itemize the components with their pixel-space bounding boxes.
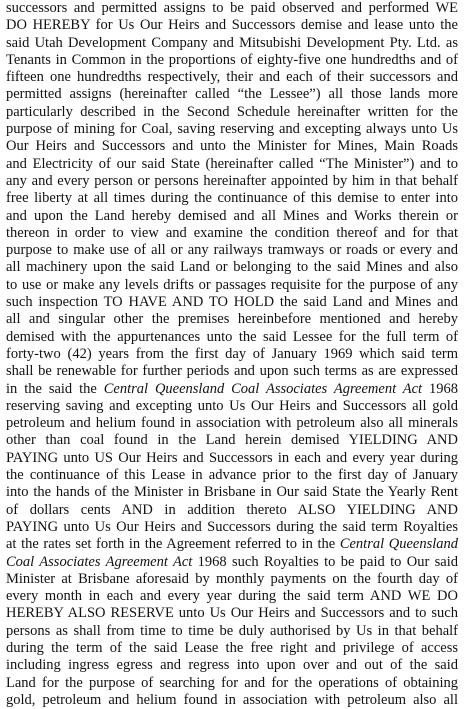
text-line [6, 121, 458, 138]
text-line [6, 588, 458, 605]
text-run: permitted assigns (hereinafter called “the Lessee”) all those lands more [6, 86, 458, 103]
text-run: gold, petroleum and helium found in association with petroleum also all [6, 691, 458, 708]
text-line [6, 52, 458, 69]
text-line [6, 0, 458, 17]
text-run: 1968 such Royalties to be paid to Our said [192, 553, 458, 570]
text-run: Tenants in Common in the proportions of eighty-five one hundredths and of [6, 51, 458, 68]
text-line [6, 571, 458, 588]
text-line [6, 173, 458, 190]
italic-act-title: Central Queensland [339, 536, 458, 553]
text-run: said Utah Development Company and Mitsubishi Development Pty. Ltd. as [6, 34, 458, 51]
text-run: particularly described in the Second Schedule hereinafter written for the [6, 103, 458, 120]
text-run: reserving saving and excepting unto Us Our Heirs and Successors all gold [6, 397, 458, 414]
text-line [6, 86, 458, 103]
text-line [6, 381, 458, 398]
text-run: successors and permitted assigns to be paid observed and performed WE [6, 0, 458, 16]
text-run: such inspection TO HAVE AND TO HOLD the said Land and Mines and [6, 294, 458, 311]
text-line [6, 640, 458, 657]
text-run: thereon in order to view and examine the condition thereof and for that [6, 224, 458, 241]
text-line [6, 675, 458, 692]
text-line [6, 225, 458, 242]
text-line [6, 346, 458, 363]
text-line [6, 69, 458, 86]
text-line [6, 156, 458, 173]
text-line [6, 311, 458, 328]
text-run: all machinery upon the said Land or belonging to the said Mines and also [6, 259, 458, 276]
text-run: shall be renewable for further periods and upon such terms as are expressed [6, 363, 458, 380]
text-run: other than coal found in the Land herein demised YIELDING AND [6, 432, 458, 449]
text-run: forty-two (42) years from the first day of January 1969 which said term [6, 345, 458, 362]
text-line [6, 294, 458, 311]
text-run: the continuance of this Lease in advance prior to the first day of January [6, 467, 458, 484]
text-run: PAYING unto US Our Heirs and Successors in each and every year during [6, 449, 458, 466]
text-run: petroleum and helium found in association with petroleum also all minerals [6, 415, 458, 432]
text-run: including ingress egress and regress into upon over and out of the said [6, 657, 458, 674]
italic-act-title: Central Queensland Coal Associates Agreement Act [103, 380, 423, 397]
text-line [6, 605, 458, 622]
text-line [6, 450, 458, 467]
text-line [6, 502, 458, 519]
text-run: persons as shall from time to time be duly authorised by Us in that behalf [6, 622, 458, 639]
text-line [6, 657, 458, 674]
text-run: purpose to make use of all or any railways tramways or roads or every and [6, 242, 458, 259]
text-line [6, 398, 458, 415]
text-line [6, 277, 458, 294]
text-line [6, 35, 458, 52]
text-line [6, 17, 458, 34]
text-line [6, 259, 458, 276]
text-run: into the hands of the Minister in Brisbane in Our said State the Yearly Rent [6, 484, 458, 501]
text-line [6, 692, 458, 709]
text-line [6, 104, 458, 121]
text-run: of dollars cents AND in addition thereto ALSO YIELDING AND [6, 501, 458, 518]
text-run: PAYING unto Us Our Heirs and Successors during the said term Royalties [6, 518, 458, 535]
text-run: 1968 [422, 380, 458, 397]
text-line [6, 242, 458, 259]
text-run: purpose of mining for Coal, saving reserving and excepting always unto Us [6, 121, 458, 138]
text-line [6, 484, 458, 501]
text-line [6, 329, 458, 346]
text-line [6, 415, 458, 432]
text-run: and Electricity of our said State (hereinafter called “The Minister”) and to [6, 155, 458, 172]
lease-text-body [6, 0, 458, 709]
text-line [6, 432, 458, 449]
text-run: Land for the purpose of searching for and for the operations of obtaining [6, 674, 458, 691]
text-line [6, 467, 458, 484]
text-run: in the said the [6, 380, 104, 397]
text-run: free liberty at all times during the continuance of this demise to enter into [6, 190, 458, 207]
text-run: and upon the Land hereby demised and all Mines and Works therein or [6, 207, 458, 224]
text-run: Minister at Brisbane aforesaid by monthly payments on the fourth day of [6, 570, 458, 587]
text-run: all and singular other the premises hereinbefore mentioned and hereby [6, 311, 458, 328]
text-run: demised with the appurtenances unto the said Lessee for the full term of [6, 328, 458, 345]
text-run: Our Heirs and Successors and unto the Minister for Mines, Main Roads [6, 138, 458, 155]
text-line [6, 623, 458, 640]
text-line [6, 519, 458, 536]
text-line [6, 536, 458, 553]
text-run: at the rates set forth in the Agreement referred to in the [6, 536, 340, 553]
text-line [6, 190, 458, 207]
text-run: HEREBY ALSO RESERVE unto Us Our Heirs and Successors and to such [6, 605, 458, 622]
text-line [6, 208, 458, 225]
text-run: during the term of the said Lease the free right and privilege of access [6, 639, 458, 656]
text-run: DO HEREBY for Us Our Heirs and Successors demise and lease unto the [6, 17, 458, 34]
text-run: every month in each and every year during the said term AND WE DO [6, 588, 458, 605]
text-line [6, 554, 458, 571]
text-line [6, 138, 458, 155]
text-run: fifteen one hundredths respectively, their and each of their successors and [6, 69, 458, 86]
text-run: any and every person or persons hereinafter appointed by him in that behalf [6, 172, 458, 189]
italic-act-title: Coal Associates Agreement Act [6, 553, 193, 570]
text-line [6, 363, 458, 380]
text-run: to use or make any levels drifts or passages requisite for the purpose of any [6, 276, 458, 293]
